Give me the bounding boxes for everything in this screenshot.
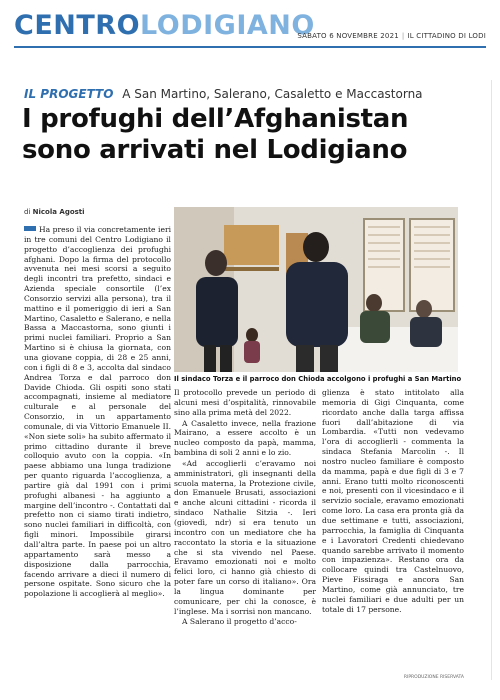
paragraph: glienza è stato intitolato alla memoria di Gigi Cinquanta, come ricordato anche dalla targa affissa fuori dall’abitazione di via Lombardia. «Tutti non vedevamo l’ora di accoglierli - commenta la sindaca Stefania Marcolin -. Il nostro nucleo familiare è composto da mamma, papà e due figli di 3 e 7 anni. Erano tutti molto riconoscenti e noi, presenti con il vicesindaco e il servizio sociale, eravamo emozionati come loro. La casa era pronta già da due settimane e tutti, associazioni, parrocchia, la famiglia di Cinquanta e i Lavoratori Credenti chiedevano quando sarebbe arrivato il momento con impazienza». Restano ora da collocare quindi tra Castelnuovo, Pieve Fissiraga e ancora San Martino, come già annunciato, tre nuclei familiari e due adulti per un totale di 17 persone. — [322, 388, 464, 614]
masthead — [14, 8, 486, 44]
meta-separator: | — [401, 32, 405, 40]
headline-line-1: I profughi dell’Afghanistan — [22, 104, 409, 134]
article-column-left — [24, 225, 171, 600]
paragraph: Il protocollo prevede un periodo di alcuni mesi d’ospitalità, rinnovabile sino alla prima metà del 2022. — [174, 388, 316, 417]
masthead-meta — [297, 32, 486, 40]
paragraph-text: Ha preso il via concretamente ieri in tre comuni del Centro Lodigiano il progetto d’accoglienza dei profughi afghani. Dopo la firma del protocollo avvenuta nei mesi scorsi a seguito degli incontri tra prefetto, sindaci e Azienda speciale consortile (l’ex Consorzio servizi alla persona), tra il mattino e il pomeriggio di ieri a San Martino, Casaletto e Salerano, e nella Bassa a Maccastorna, sono giunti i primi nuclei familiari. Proprio a San Martino si è chiusa la giornata, con una giovane coppia, di 28 e 25 anni, con i figli di 8 e 3, accolta dal sindaco Andrea Torza e dal parroco don Davide Chioda. Gli ospiti sono stati accompagnati, insieme al mediatore culturale e al personale del Consorzio, in un appartamento comunale, di via Vittorio Emanuele II. «Non siete soli» ha subito affermato il primo cittadino durante il breve colloquio avuto con la coppia. «In paese abbiamo una lunga tradizione per quanto riguarda l’accoglienza, a partire già dal 1991 con i primi profughi albanesi - ha aggiunto a margine dell’incontro -. Contattati dal prefetto non ci siamo tirati indietro, sono nuclei familiari in difficoltà, con figli minori. Impossibile girarsi dall’altra parte. In paese poi un altro appartamento sarà messo a disposizione dalla parrocchia, facendo arrivare a dieci il numero di persone ospitate. Sono sicuro che la popolazione li accoglierà al meglio». — [24, 225, 171, 599]
paragraph: A Salerano il progetto d’acco- — [182, 617, 297, 627]
kicker-subtitle: A San Martino, Salerano, Casaletto e Maccastorna — [122, 87, 423, 101]
issue-date: SABATO 6 NOVEMBRE 2021 — [297, 32, 399, 40]
section-logo — [14, 8, 315, 44]
paragraph: «Ad accoglierli c’eravamo noi amministratori, gli insegnanti della scuola materna, la Protezione civile, don Emanuele Brusati, associazioni e anche alcuni cittadini - ricorda il sindaco Nathalie Sitzia -. Ieri (giovedì, ndr) si era tenuto un incontro con un mediatore che ha raccontato la storia e la situazione che si sta vivendo nel Paese. Eravamo emozionati noi e molto felici loro, ci hanno già chiesto di poter fare un corso di italiano». Ora la lingua dominante per comunicare, per chi la conosce, è l’inglese. Ma i sorrisi non mancano. — [174, 458, 316, 616]
logo-part-centro: CENTRO — [14, 10, 141, 41]
lead-marker — [24, 226, 36, 231]
kicker — [24, 86, 423, 102]
headline-line-2: sono arrivati nel Lodigiano — [22, 135, 408, 165]
header-rule — [14, 46, 486, 48]
paragraph — [24, 225, 171, 599]
photo-caption: Il sindaco Torza e il parroco don Chioda accolgono i profughi a San Martino — [174, 375, 462, 383]
headline — [22, 104, 482, 166]
article-column-middle — [174, 388, 316, 628]
byline-author: Nicola Agosti — [32, 208, 85, 216]
photo-illustration — [174, 207, 458, 372]
article-photo — [174, 207, 458, 372]
logo-part-lodigiano: LODIGIANO — [140, 10, 315, 41]
kicker-tag: IL PROGETTO — [24, 87, 114, 101]
byline — [24, 208, 85, 216]
reproduction-note: RIPRODUZIONE RISERVATA — [403, 675, 464, 680]
page-edge-line — [491, 80, 492, 680]
article-column-right — [322, 388, 464, 615]
byline-prefix: di — [24, 208, 31, 216]
paragraph: A Casaletto invece, nella frazione Mairano, a essere accolto è un nucleo composto da papà, mamma, bambina di soli 2 anni e lo zio. — [174, 418, 316, 458]
publication-name: IL CITTADINO DI LODI — [407, 32, 486, 40]
